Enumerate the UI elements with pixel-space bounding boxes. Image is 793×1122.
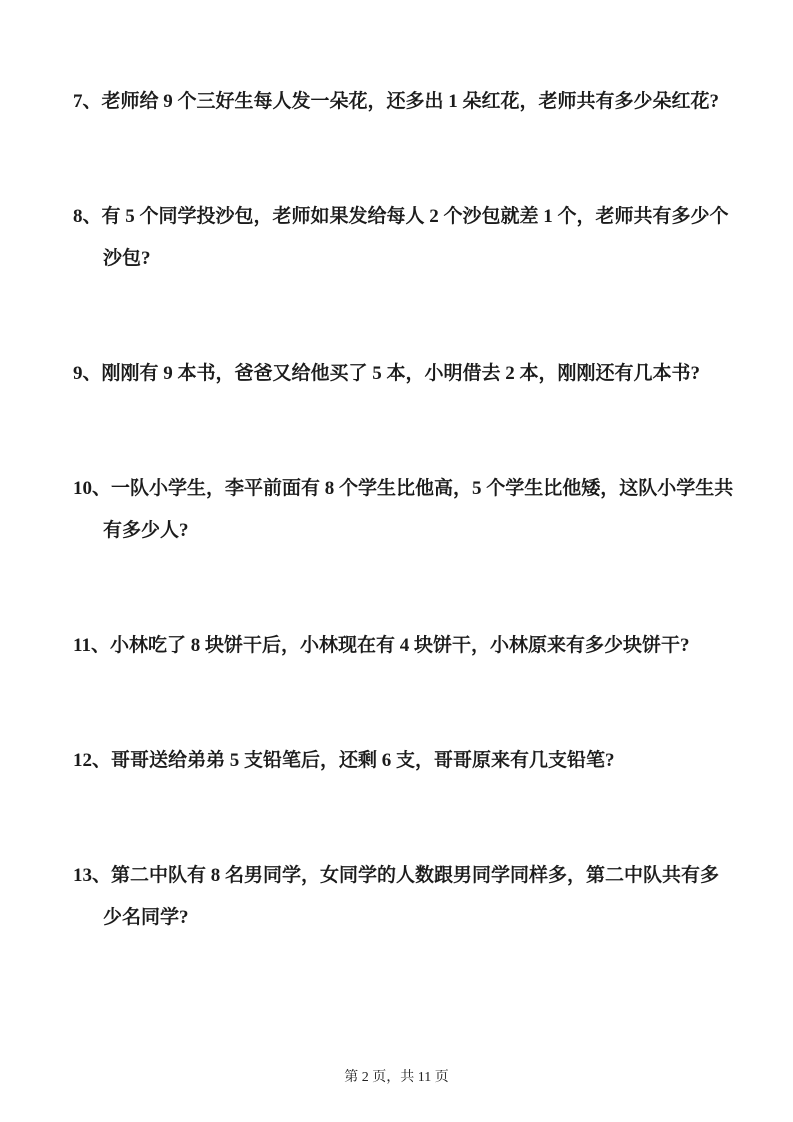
question-line: [73, 353, 733, 395]
question-item-10: [73, 468, 733, 552]
question-item-8: [73, 196, 733, 280]
question-line: [73, 468, 733, 510]
question-number: 7、: [73, 91, 102, 112]
question-line-continuation: 有多少人?: [103, 520, 189, 541]
question-number: 11、: [73, 635, 110, 656]
question-text: 老师给 9 个三好生每人发一朵花，还多出 1 朵红花，老师共有多少朵红花?: [101, 91, 720, 112]
question-line: [73, 196, 733, 238]
question-item-9: [73, 353, 733, 395]
question-line: [73, 740, 733, 782]
question-text: 第二中队有 8 名男同学，女同学的人数跟男同学同样多，第二中队共有多: [111, 865, 720, 886]
question-line-continuation: 少名同学?: [103, 907, 189, 928]
question-line-continuation: 沙包?: [103, 248, 151, 269]
question-number: 9、: [73, 363, 102, 384]
question-number: 12、: [73, 750, 112, 771]
page-number-label: 第 2 页，共 11 页: [344, 1070, 449, 1085]
question-line: [73, 625, 733, 667]
question-item-12: [73, 740, 733, 782]
question-number: 13、: [73, 865, 112, 886]
question-text: 小林吃了 8 块饼干后，小林现在有 4 块饼干，小林原来有多少块饼干?: [109, 635, 690, 656]
question-line: [73, 855, 733, 897]
question-text: 一队小学生，李平前面有 8 个学生比他高，5 个学生比他矮，这队小学生共: [111, 478, 734, 499]
questions-list: [73, 81, 733, 939]
question-number: 10、: [73, 478, 112, 499]
question-text: 刚刚有 9 本书，爸爸又给他买了 5 本，小明借去 2 本，刚刚还有几本书?: [101, 363, 701, 384]
page-footer: [0, 1068, 793, 1088]
question-line: [73, 81, 733, 123]
question-text: 哥哥送给弟弟 5 支铅笔后，还剩 6 支，哥哥原来有几支铅笔?: [111, 750, 615, 771]
question-item-13: [73, 855, 733, 939]
question-text: 有 5 个同学投沙包，老师如果发给每人 2 个沙包就差 1 个，老师共有多少个: [101, 206, 729, 227]
question-item-7: [73, 81, 733, 123]
question-number: 8、: [73, 206, 102, 227]
question-item-11: [73, 625, 733, 667]
